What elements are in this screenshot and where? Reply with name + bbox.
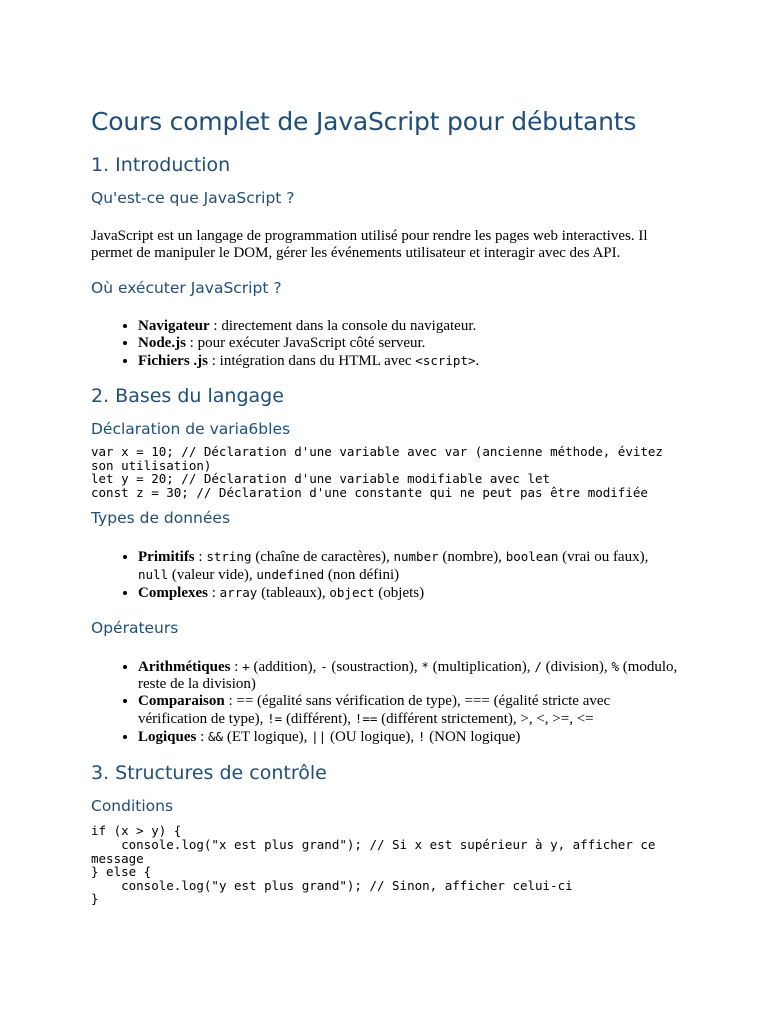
list-item-term: Primitifs: [138, 549, 195, 566]
list-item-text: (NON logique): [425, 729, 521, 746]
list-item: [138, 548, 681, 584]
list-item-text: (non défini): [324, 567, 400, 584]
inline-code: number: [393, 549, 439, 565]
list-item-text: (soustraction),: [327, 659, 422, 676]
list-item-text: :: [194, 549, 207, 566]
list-item-text: : pour exécuter JavaScript côté serveur.: [185, 335, 426, 351]
inline-code: /: [534, 659, 542, 675]
inline-code: null: [138, 567, 169, 583]
list-item-text: (multiplication),: [428, 659, 535, 676]
list-item: [138, 352, 681, 370]
list-item-term: Complexes: [138, 585, 208, 602]
list-item-text: :: [230, 659, 243, 676]
code-block-variables: var x = 10; // Déclaration d'une variable avec var (ancienne méthode, évitez son utilisation) let y = 20; // Déclaration d'une variable modifiable avec let const z = 30; // Déclaration d'une constante qui ne peut pas être modifiée: [91, 444, 663, 500]
inline-code: !: [417, 729, 426, 745]
subheading-what-is-js: Qu'est-ce que JavaScript ?: [91, 189, 295, 207]
list-item-term: Fichiers .js: [138, 353, 208, 369]
list-item-text: (division),: [541, 659, 612, 676]
list-item-text: : == (égalité sans vérification de type), === (égalité stricte avec vérification de type),: [138, 693, 611, 728]
inline-code: ||: [311, 729, 327, 745]
inline-code: *: [421, 659, 429, 675]
inline-code: %: [611, 659, 619, 675]
list-item: [138, 728, 681, 746]
list-item: [138, 584, 681, 602]
list-item-term: Logiques: [138, 729, 197, 746]
intro-paragraph: JavaScript est un langage de programmation utilisé pour rendre les pages web interactives. Il permet de manipuler le DOM, gérer les événements utilisateur et interagir avec des API.: [91, 228, 648, 261]
inline-code: +: [242, 659, 250, 675]
inline-code: boolean: [505, 549, 559, 565]
list-item-term: Comparaison: [138, 693, 225, 710]
list-item-text: : intégration dans du HTML avec: [207, 353, 416, 369]
list-item-text: (addition),: [249, 659, 321, 676]
subheading-operators: Opérateurs: [91, 619, 179, 638]
subheading-data-types: Types de données: [91, 509, 231, 528]
inline-code: object: [329, 585, 375, 601]
operators-list: [91, 658, 681, 746]
data-types-list: [91, 548, 681, 602]
list-item-text: : directement dans la console du navigateur.: [209, 318, 477, 334]
list-item-text: (nombre),: [438, 549, 506, 566]
inline-code: array: [219, 585, 258, 601]
list-item-text: (tableaux),: [257, 585, 330, 602]
list-item-text: (objets): [374, 585, 425, 602]
list-item-text: (différent),: [282, 711, 355, 728]
list-item: [138, 335, 681, 352]
subheading-variables: Déclaration de varia6bles: [91, 420, 291, 438]
list-item-text: .: [475, 353, 480, 369]
inline-code: -: [320, 659, 328, 675]
list-item-text: :: [196, 729, 209, 746]
inline-code: !==: [354, 711, 378, 727]
list-item-text: (différent strictement), >, <, >=, <=: [377, 711, 594, 728]
section-heading-bases: 2. Bases du langage: [91, 385, 284, 407]
section-heading-control-structures: 3. Structures de contrôle: [91, 762, 327, 785]
list-item-text: :: [208, 585, 220, 602]
run-environments-list: [91, 318, 681, 370]
list-item: [138, 658, 681, 693]
list-item: [138, 318, 681, 335]
list-item: [138, 693, 681, 728]
inline-code: <script>: [415, 353, 476, 368]
inline-code: !=: [267, 711, 283, 727]
document-title: Cours complet de JavaScript pour débutants: [91, 107, 637, 136]
inline-code: undefined: [256, 567, 325, 583]
list-item-text: (chaîne de caractères),: [251, 549, 394, 566]
list-item-text: (vrai ou faux),: [558, 549, 649, 566]
subheading-where-run-js: Où exécuter JavaScript ?: [91, 279, 282, 297]
inline-code: string: [206, 549, 252, 565]
list-item-text: (modulo, reste de la division): [138, 659, 678, 693]
list-item-text: (ET logique),: [223, 729, 312, 746]
document-page: [91, 100, 681, 906]
list-item-term: Node.js: [138, 335, 186, 351]
list-item-term: Navigateur: [138, 318, 210, 334]
inline-code: &&: [208, 729, 224, 745]
subheading-conditions: Conditions: [91, 797, 174, 816]
section-heading-introduction: 1. Introduction: [91, 154, 231, 176]
list-item-text: (valeur vide),: [168, 567, 257, 584]
list-item-term: Arithmétiques: [138, 659, 231, 676]
list-item-text: (OU logique),: [326, 729, 418, 746]
code-block-conditions: if (x > y) { console.log("x est plus grand"); // Si x est supérieur à y, afficher ce message } else { console.log("y est plus grand"); // Sinon, afficher celui-ci }: [91, 823, 656, 907]
